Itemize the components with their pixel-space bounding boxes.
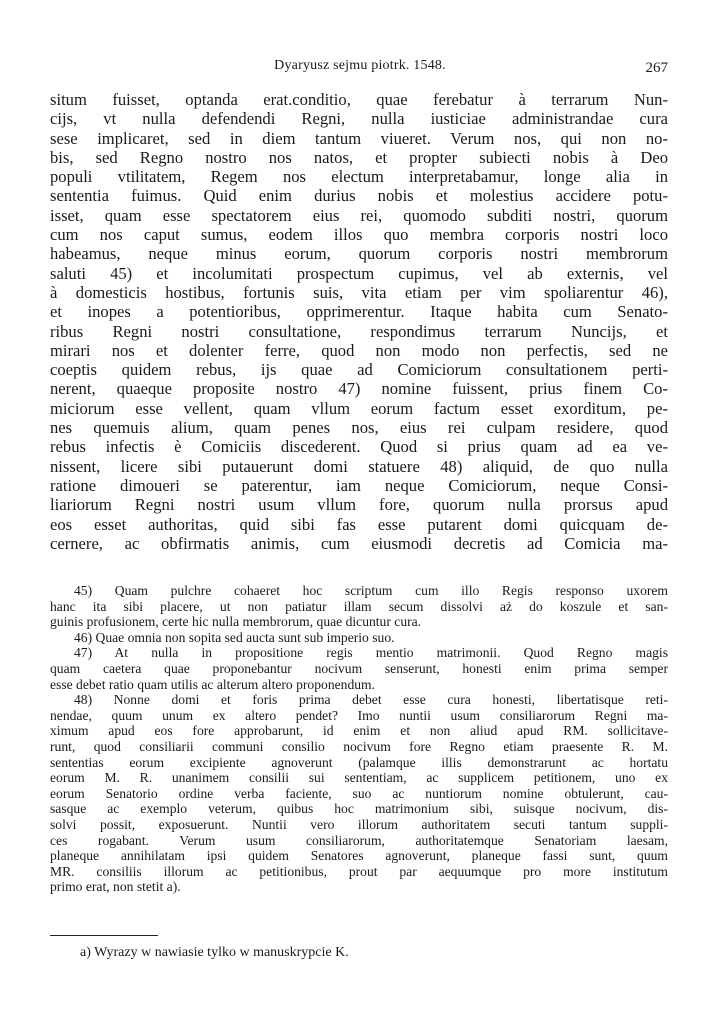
text-line: populi vtilitatem, Regem nos electum interpretabamur, longe alia in (50, 167, 668, 187)
text-line: isset, quam esse spectatorem eius rei, quomodo subditi nostri, quorum (50, 205, 668, 225)
footnote-line: ximum apud eos fore approbarunt, id enim et non aliud apud RM. sollicitave- (50, 723, 668, 739)
footnote-line: solvi possit, exposuerunt. Nuntii vero illorum authoritatem secuti tantum suppli- (50, 816, 668, 832)
text-line: cum nos caput sumus, eodem illos quo membra corporis nostri loco (50, 225, 668, 245)
footnote-line: quam caetera quae proponebantur nocivum senserunt, honesti enim prima semper (50, 660, 668, 676)
running-title: Dyaryusz sejmu piotrk. 1548. (274, 58, 446, 73)
footnote-separator-rule (50, 935, 158, 936)
text-line: miciorum esse vellent, quam vllum eorum factum esset exorditum, pe- (50, 398, 668, 418)
text-line: situm fuisset, optanda erat.conditio, quae ferebatur à terrarum Nun- (50, 90, 668, 109)
text-line: ratione dimoueri se paterentur, iam neque Comiciorum, neque Consi- (50, 475, 668, 495)
page-number: 267 (645, 60, 668, 76)
footnote-line: primo erat, non stetit a). (50, 879, 181, 895)
footnote-line: sasque ac exemplo veterum, quibus hoc matrimonium sibi, suisque nocivum, dis- (50, 801, 668, 817)
footnote-line: MR. consiliis illorum ac petitionibus, prout par aequumque pro more institutum (50, 863, 668, 879)
footnote-line: 48) Nonne domi et foris prima debet esse cura honesti, libertatisque reti- (74, 692, 668, 708)
footnote-line: 47) At nulla in propositione regis mentio matrimonii. Quod Regno magis (74, 645, 668, 661)
text-line: saluti 45) et incolumitati prospectum cupimus, vel ab externis, vel (50, 263, 668, 283)
editorial-note: a) Wyrazy w nawiasie tylko w manuskrypcie K. (80, 945, 349, 960)
text-line: mirari nos et dolenter ferre, quod non modo non perfectis, sed ne (50, 340, 668, 360)
footnote-line: eorum Senatorio ordine verba faciente, suo ac nuntiorum nomine obtulerunt, cau- (50, 785, 668, 801)
footnote-line: nendae, quum unum ex altero pendet? Imo nuntii usum consiliarorum Regni ma- (50, 707, 668, 723)
footnote-line: guinis profusionem, certe hic nulla membrorum, quae dicuntur cura. (50, 614, 422, 630)
text-line: liariorum Regni nostri usum vllum fore, quorum nulla prorsus apud (50, 495, 668, 515)
footnote-line: runt, quod consiliarii communi consilio nocivum fore Regno etiam praesente R. M. (50, 738, 668, 754)
page-header (50, 58, 670, 82)
footnote-line: 46) Quae omnia non sopita sed aucta sunt sub imperio suo. (74, 629, 395, 645)
footnote-line: esse debet ratio quam utilis ac alterum altero proponendum. (50, 676, 376, 692)
text-line: sententia fuimus. Quid enim durius nobis et molestius accidere potu- (50, 186, 668, 206)
footnote-line: eorum M. R. unanimem consilii sui sententiam, ac supplicem petitionem, uno ex (50, 770, 668, 786)
main-text-block (50, 90, 668, 553)
footnotes-block (50, 583, 668, 895)
footnote-line: planeque annihilatam ipsi quidem Senatores agnoverunt, planeque fassi sunt, quum (50, 848, 668, 864)
footnote-line: ces rogabant. Verum usum consiliarorum, authoritatemque Senatoriam laesam, (50, 832, 668, 848)
text-line: cernere, ac obfirmatis animis, cum eiusmodi decretis ad Comicia ma- (50, 533, 668, 553)
footnote-line: hanc ita sibi placere, ut non patiatur illam secum dissolvi aż do koszule et san- (50, 598, 668, 614)
footnote-line: sententias eorum excipiente agnoverunt (palamque illis demonstrarunt ac hortatu (50, 754, 668, 770)
text-line: ribus Regni nostri consultatione, respondimus terrarum Nuncijs, et (50, 321, 668, 341)
text-line: eos esset authoritas, quid sibi fas esse putarent domi quicquam de- (50, 514, 668, 534)
text-line: à domesticis hostibus, fortunis suis, vita etiam per vim spoliarentur 46), (50, 282, 668, 302)
text-line: cijs, vt nulla defendendi Regni, nulla iusticiae administrandae cura (50, 109, 668, 129)
text-line: habeamus, neque minus eorum, quorum corporis nostri membrorum (50, 244, 668, 264)
text-line: nissent, licere sibi putauerunt domi statuere 48) aliquid, de quo nulla (50, 456, 668, 476)
text-line: rebus infectis è Comiciis discederent. Quod si prius quam ad ea ve- (50, 437, 668, 457)
text-line: sese implicaret, sed in diem tantum viueret. Verum nos, qui non no- (50, 128, 668, 148)
text-line: et inopes a potentioribus, opprimerentur. Itaque habita cum Senato- (50, 302, 668, 322)
text-line: nerent, quaeque proposite nostro 47) nomine fuissent, prius finem Co- (50, 379, 668, 399)
footnote-line: 45) Quam pulchre cohaeret hoc scriptum cum illo Regis responso uxorem (74, 583, 668, 598)
text-line: bis, sed Regno nostro nos natos, et propter subiecti nobis à Deo (50, 147, 668, 167)
text-line: nes quemuis alium, quam penes nos, eius rei culpam residere, quod (50, 418, 668, 438)
text-line: coeptis quidem rebus, ijs quae ad Comiciorum consultationem perti- (50, 360, 668, 380)
